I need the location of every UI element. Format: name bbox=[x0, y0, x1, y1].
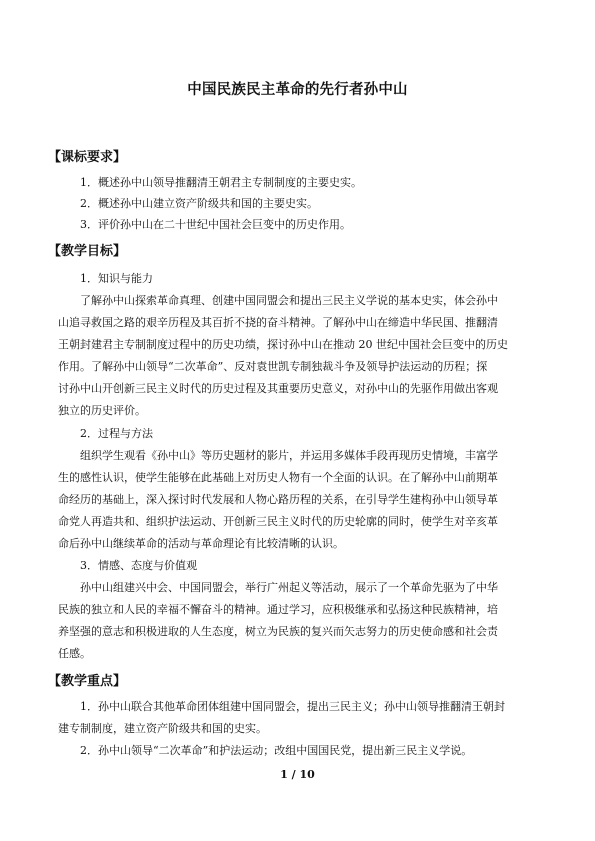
curriculum-item-3: 3．评价孙中山在二十世纪中国社会巨变中的历史作用。 bbox=[80, 218, 351, 231]
objective-knowledge-line: 作用。了解孙中山领导“二次革命”、反对袁世凯专制独裁斗争及领导护法运动的历程；探 bbox=[58, 360, 488, 373]
objective-values-line: 民族的独立和人民的幸福不懈奋斗的精神。通过学习，应积极继承和弘扬这种民族精神，培 bbox=[58, 603, 498, 616]
objective-label-values: 3．情感、态度与价值观 bbox=[80, 559, 197, 572]
key-point-line: 2．孙中山领导“二次革命”和护法运动；改组中国国民党，提出新三民主义学说。 bbox=[80, 744, 473, 757]
objective-process-line: 生的感性认识，使学生能够在此基础上对历史人物有一个全面的认识。在了解孙中山前期革 bbox=[58, 471, 498, 484]
section-heading-key-points: 【教学重点】 bbox=[48, 674, 127, 689]
objective-values-line: 养坚强的意志和积极进取的人生态度，树立为民族的复兴而矢志努力的历史使命感和社会责 bbox=[58, 625, 498, 638]
page-number: 1 / 10 bbox=[280, 768, 315, 781]
objective-knowledge-line: 王朝封建君主专制制度过程中的历史功绩，探讨孙中山在推动 20 世纪中国社会巨变中的历史 bbox=[58, 338, 508, 351]
objective-process-line: 命后孙中山继续革命的活动与革命理论有比较清晰的认识。 bbox=[58, 537, 344, 550]
key-point-line: 1．孙中山联合其他革命团体组建中国同盟会，提出三民主义；孙中山领导推翻清王朝封 bbox=[80, 700, 505, 713]
section-heading-objectives: 【教学目标】 bbox=[48, 244, 127, 259]
objective-knowledge-line: 了解孙中山探索革命真理、创建中国同盟会和提出三民主义学说的基本史实，体会孙中 bbox=[80, 294, 498, 307]
objective-label-knowledge: 1．知识与能力 bbox=[80, 272, 153, 285]
document-title: 中国民族民主革命的先行者孙中山 bbox=[187, 82, 408, 98]
objective-knowledge-line: 讨孙中山开创新三民主义时代的历史过程及其重要历史意义，对孙中山的先驱作用做出客观 bbox=[58, 382, 498, 395]
objective-knowledge-line: 独立的历史评价。 bbox=[58, 404, 146, 417]
objective-values-line: 孙中山组建兴中会、中国同盟会，举行广州起义等活动，展示了一个革命先驱为了中华 bbox=[80, 581, 498, 594]
key-point-line: 建专制制度，建立资产阶级共和国的史实。 bbox=[58, 722, 267, 735]
objective-label-process: 2．过程与方法 bbox=[80, 427, 153, 440]
objective-process-line: 命经历的基础上，深入探讨时代发展和人物心路历程的关系，在引导学生建构孙中山领导革 bbox=[58, 493, 498, 506]
objective-knowledge-line: 山追寻救国之路的艰辛历程及其百折不挠的奋斗精神。了解孙中山在缔造中华民国、推翻清 bbox=[58, 316, 498, 329]
section-heading-curriculum: 【课标要求】 bbox=[48, 150, 127, 165]
objective-process-line: 命党人再造共和、组织护法运动、开创新三民主义时代的历史轮廓的同时，使学生对辛亥革 bbox=[58, 515, 498, 528]
objective-values-line: 任感。 bbox=[58, 647, 91, 660]
objective-process-line: 组织学生观看《孙中山》等历史题材的影片，并运用多媒体手段再现历史情境，丰富学 bbox=[80, 449, 498, 462]
curriculum-item-2: 2．概述孙中山建立资产阶级共和国的主要史实。 bbox=[80, 197, 318, 210]
curriculum-item-1: 1．概述孙中山领导推翻清王朝君主专制制度的主要史实。 bbox=[80, 176, 362, 189]
